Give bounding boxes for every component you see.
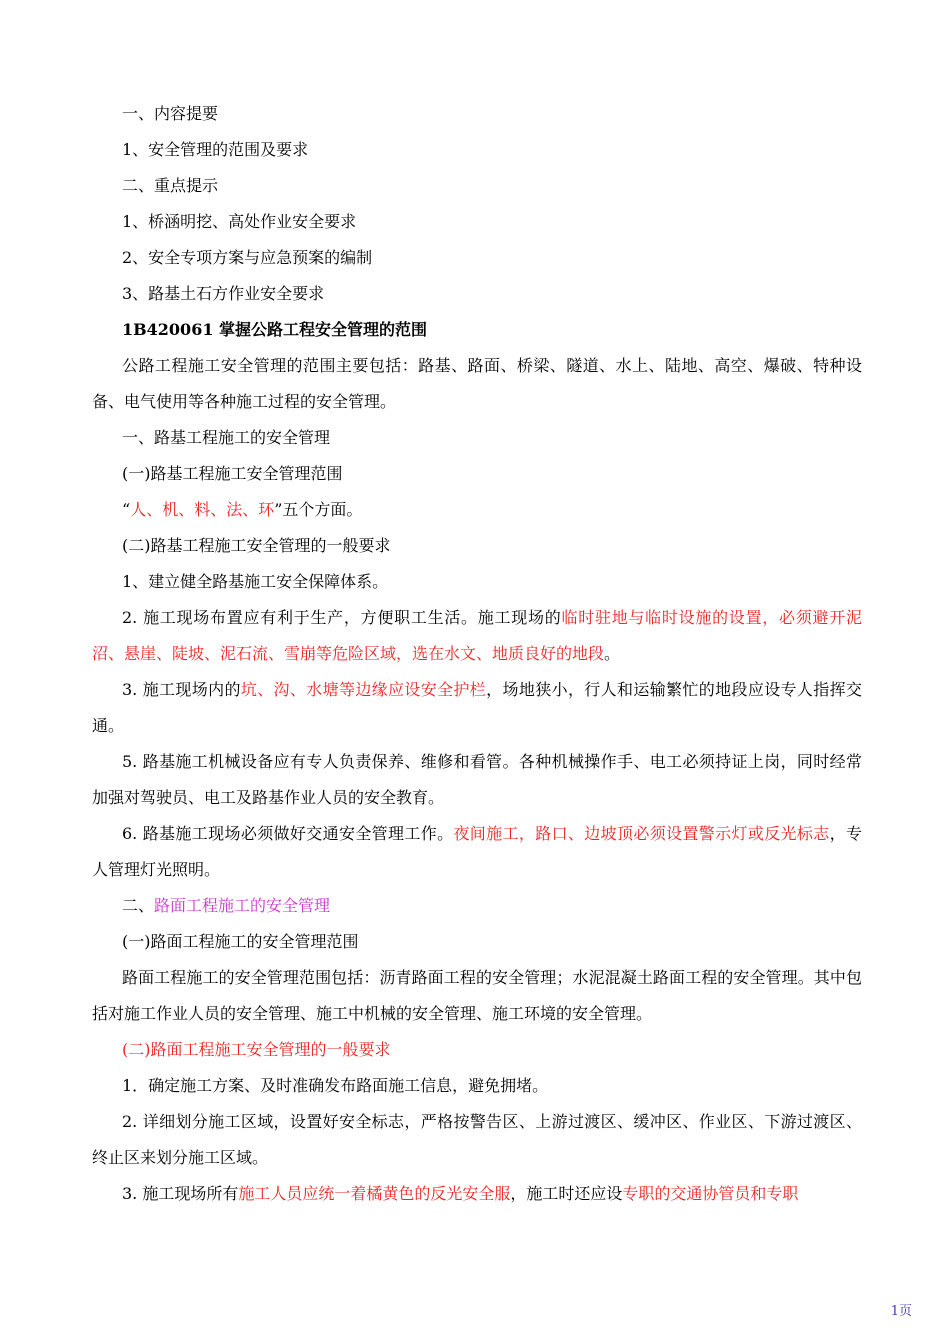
pavement-requirements-heading: (二)路面工程施工安全管理的一般要求 <box>122 1040 391 1059</box>
pavement-scope-paragraph: 路面工程施工的安全管理范围包括：沥青路面工程的安全管理；水泥混凝土路面工程的安全管理。其中包括对施工作业人员的安全管理、施工中机械的安全管理、施工环境的安全管理。 <box>92 968 862 1023</box>
roadbed-heading: 一、路基工程施工的安全管理 <box>122 428 331 447</box>
pavement-req-2: 2. 详细划分施工区域，设置好安全标志，严格按警告区、上游过渡区、缓冲区、作业区、下游过渡区、终止区来划分施工区域。 <box>92 1112 862 1167</box>
pavement-req-3-highlight-2: 专职的交通协管员和专职 <box>622 1184 799 1203</box>
outline-item-1: 1、安全管理的范围及要求 <box>122 140 309 159</box>
pavement-heading-title: 路面工程施工的安全管理 <box>154 896 331 915</box>
roadbed-req-2-highlight: 临时驻地与临时设施的设置，必须避开泥沼、悬崖、陡坡、泥石流、雪崩等危险区域，选在水文、地质良好的地段 <box>92 608 862 663</box>
roadbed-req-6 <box>92 816 862 888</box>
roadbed-req-2 <box>92 600 862 672</box>
roadbed-req-3 <box>92 672 862 744</box>
roadbed-req-1: 1、建立健全路基施工安全保障体系。 <box>122 572 389 591</box>
pavement-req-3-mid: ，施工时还应设 <box>510 1184 623 1203</box>
outline-heading-1: 一、内容提要 <box>122 104 219 123</box>
pavement-heading <box>92 888 862 924</box>
roadbed-req-3-highlight: 坑、沟、水塘等边缘应设安全护栏 <box>240 680 487 699</box>
roadbed-req-2-end: 。 <box>604 644 621 663</box>
page-number: 1页 <box>890 1304 912 1319</box>
pavement-scope-heading: (一)路面工程施工的安全管理范围 <box>122 932 359 951</box>
pavement-heading-number: 二、 <box>122 896 155 915</box>
five-aspects-paragraph <box>92 492 862 528</box>
outline-heading-2: 二、重点提示 <box>122 176 219 195</box>
roadbed-req-2-text: 2. 施工现场布置应有利于生产，方便职工生活。施工现场的 <box>122 608 562 627</box>
intro-paragraph: 公路工程施工安全管理的范围主要包括：路基、路面、桥梁、隧道、水上、陆地、高空、爆破、特种设备、电气使用等各种施工过程的安全管理。 <box>92 356 862 411</box>
roadbed-req-3-tail: ，场地狭小，行人和运输繁忙的地段应设专人指挥交通。 <box>92 680 862 735</box>
pavement-req-3-highlight-1: 施工人员应统一着橘黄色的反光安全服 <box>238 1184 511 1203</box>
roadbed-req-6-tail: ，专人管理灯光照明。 <box>92 824 862 879</box>
roadbed-req-6-text: 6. 路基施工现场必须做好交通安全管理工作。 <box>122 824 454 843</box>
key-point-3: 3、路基土石方作业安全要求 <box>122 284 325 303</box>
pavement-req-1: 1．确定施工方案、及时准确发布路面施工信息，避免拥堵。 <box>122 1076 549 1095</box>
key-point-2: 2、安全专项方案与应急预案的编制 <box>122 248 373 267</box>
roadbed-req-3-text: 3. 施工现场内的 <box>122 680 241 699</box>
quote-open: “ <box>122 500 131 519</box>
roadbed-req-6-highlight: 夜间施工，路口、边坡顶必须设置警示灯或反光标志 <box>453 824 830 843</box>
roadbed-scope-heading: (一)路基工程施工安全管理范围 <box>122 464 343 483</box>
five-aspects-highlight: 人、机、料、法、环 <box>130 500 275 519</box>
pavement-req-3 <box>92 1176 862 1212</box>
pavement-req-3-text: 3. 施工现场所有 <box>122 1184 239 1203</box>
document-body <box>92 96 862 1212</box>
roadbed-req-5: 5. 路基施工机械设备应有专人负责保养、维修和看管。各种机械操作手、电工必须持证上岗，同时经常加强对驾驶员、电工及路基作业人员的安全教育。 <box>92 752 862 807</box>
roadbed-requirements-heading: (二)路基工程施工安全管理的一般要求 <box>122 536 391 555</box>
five-aspects-tail: ”五个方面。 <box>274 500 363 519</box>
key-point-1: 1、桥涵明挖、高处作业安全要求 <box>122 212 357 231</box>
section-title: 1B420061 掌握公路工程安全管理的范围 <box>122 320 428 339</box>
